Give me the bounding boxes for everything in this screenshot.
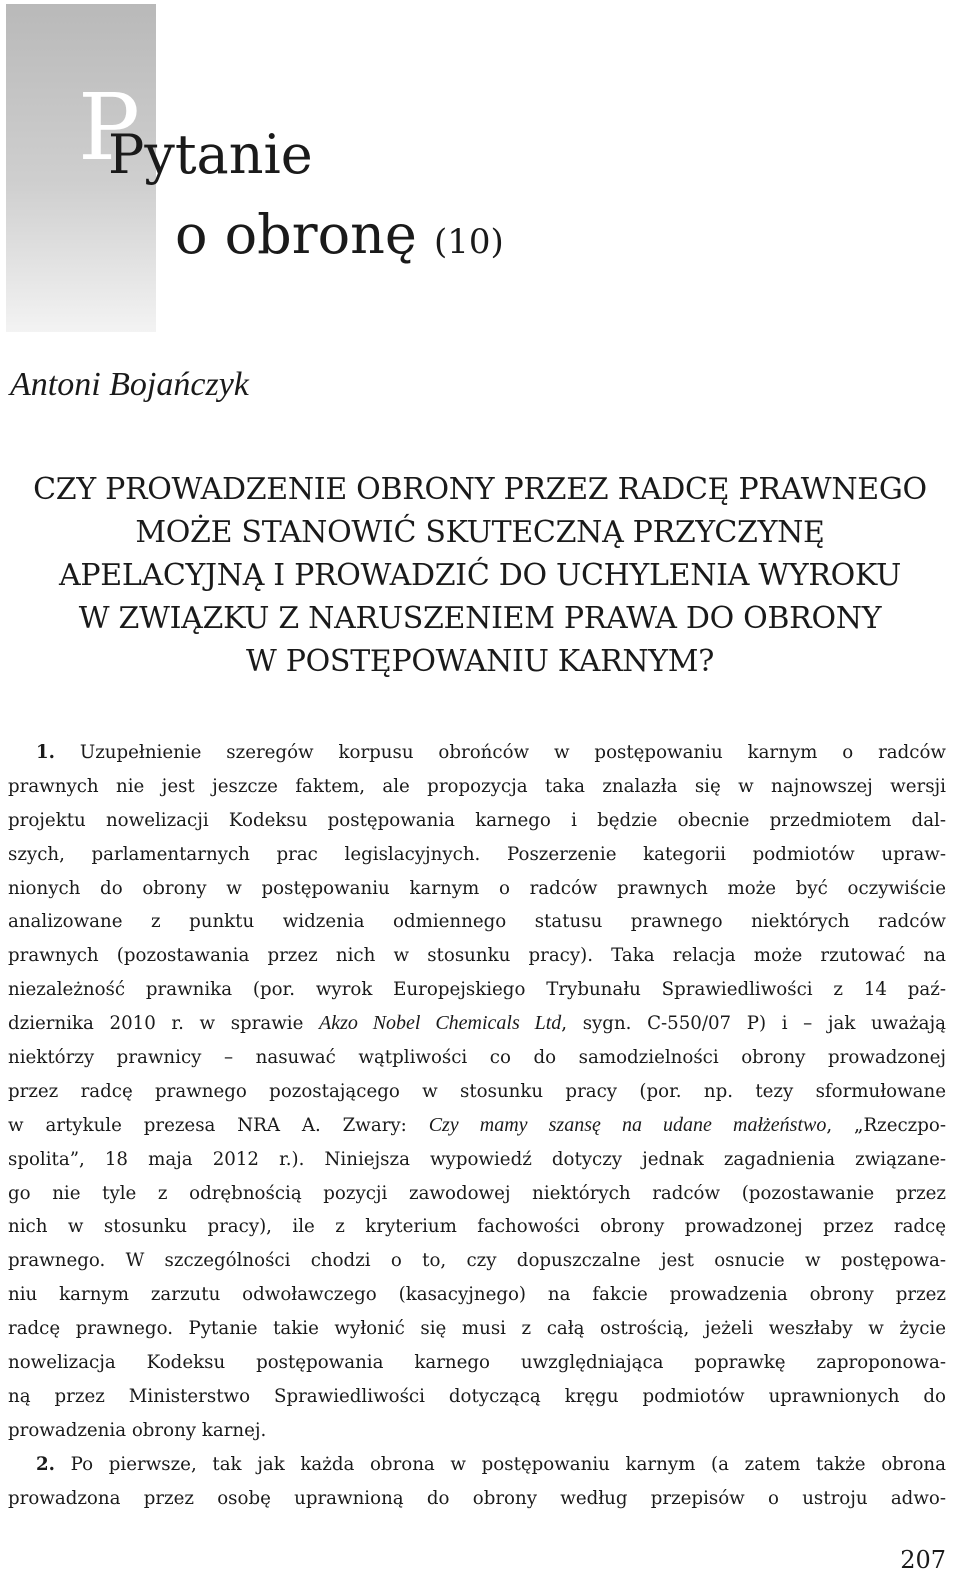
question-line: CZY PROWADZENIE OBRONY PRZEZ RADCĘ PRAWNEGO bbox=[33, 472, 927, 507]
question-heading bbox=[0, 468, 960, 683]
question-line: APELACYJNĄ I PROWADZIĆ DO UCHYLENIA WYROKU bbox=[59, 558, 901, 593]
question-line: MOŻE STANOWIĆ SKUTECZNĄ PRZYCZYNĘ bbox=[135, 515, 825, 550]
paragraph-1-line: prawnych nie jest jeszcze faktem, ale propozycja taka znalazła się w najnowszej wersji bbox=[8, 775, 946, 797]
case-name-italic: Akzo Nobel Chemicals Ltd bbox=[319, 1012, 562, 1035]
body-text-span: , sygn. C-550/07 P) i – jak uważają bbox=[561, 1013, 947, 1035]
body-text-span: , „Rzeczpo- bbox=[826, 1114, 946, 1136]
paragraph-1-line: nowelizacja Kodeksu postępowania karnego uwzględniająca poprawkę zaproponowa- bbox=[8, 1352, 946, 1374]
paragraph-number-2: 2. bbox=[36, 1453, 55, 1475]
paragraph-1-line: nich w stosunku pracy), ile z kryterium fachowości obrony prowadzonej przez radcę bbox=[8, 1216, 946, 1238]
paragraph-1-line: przez radcę prawnego pozostającego w stosunku pracy (por. np. tezy sformułowane bbox=[8, 1080, 946, 1102]
paragraph-1-line bbox=[8, 1007, 946, 1041]
paragraph-1-line: radcę prawnego. Pytanie takie wyłonić się musi z całą ostrością, jeżeli weszłaby w życie bbox=[8, 1318, 946, 1340]
article-title-line-1: Pytanie bbox=[108, 123, 313, 186]
paragraph-1-line: projektu nowelizacji Kodeksu postępowania karnego i będzie obecnie przedmiotem dal- bbox=[8, 809, 946, 831]
article-title-line-2 bbox=[175, 203, 504, 266]
paragraph-number-1: 1. bbox=[36, 742, 55, 763]
paragraph-1-line bbox=[8, 736, 946, 770]
body-text-span: w artykule prezesa NRA A. Zwary: bbox=[8, 1114, 429, 1136]
paragraph-1-line: prowadzenia obrony karnej. bbox=[8, 1419, 267, 1441]
question-line: W ZWIĄZKU Z NARUSZENIEM PRAWA DO OBRONY bbox=[78, 601, 882, 636]
paragraph-1-line: go nie tyle z odrębnością pozycji zawodowej niektórych radców (pozostawanie przez bbox=[8, 1182, 946, 1204]
article-body bbox=[8, 736, 946, 1515]
paragraph-1-line: niektórzy prawnicy – nasuwać wątpliwości co do samodzielności obrony prowadzonej bbox=[8, 1047, 946, 1069]
paragraph-1-line: niezależność prawnika (por. wyrok Europejskiego Trybunału Sprawiedliwości z 14 paź- bbox=[8, 979, 946, 1001]
body-text-span: Po pierwsze, tak jak każda obrona w postępowaniu karnym (a zatem także obrona bbox=[70, 1453, 946, 1475]
paragraph-1-line bbox=[8, 1109, 946, 1143]
question-line: W POSTĘPOWANIU KARNYM? bbox=[245, 644, 715, 679]
paragraph-1-line: prawnego. W szczególności chodzi o to, czy dopuszczalne jest osnucie w postępowa- bbox=[8, 1250, 946, 1272]
author-name: Antoni Bojańczyk bbox=[10, 366, 249, 403]
body-text-span: dziernika 2010 r. w sprawie bbox=[8, 1013, 319, 1035]
page-number: 207 bbox=[900, 1546, 946, 1574]
paragraph-1-line: nionych do obrony w postępowaniu karnym o radców prawnych może być oczywiście bbox=[8, 877, 946, 899]
paragraph-1-line: analizowane z punktu widzenia odmiennego statusu prawnego niektórych radców bbox=[8, 911, 946, 933]
paragraph-1-line: szych, parlamentarnych prac legislacyjnych. Poszerzenie kategorii podmiotów upraw- bbox=[8, 843, 946, 865]
article-title-italic: Czy mamy szansę na udane małżeństwo bbox=[428, 1113, 827, 1136]
paragraph-2-line: prowadzona przez osobę uprawnioną do obrony według przepisów o ustroju adwo- bbox=[8, 1487, 946, 1509]
paragraph-1-line: ną przez Ministerstwo Sprawiedliwości dotyczącą kręgu podmiotów uprawnionych do bbox=[8, 1385, 946, 1407]
paragraph-1-line: niu karnym zarzutu odwoławczego (kasacyjnego) na fakcie prowadzenia obrony przez bbox=[8, 1284, 946, 1306]
paragraph-1-line: spolita”, 18 maja 2012 r.). Niniejsza wypowiedź dotyczy jednak zagadnienia związane- bbox=[8, 1148, 946, 1170]
article-title-text: o obronę bbox=[175, 203, 417, 266]
decorative-drop-letter: P bbox=[78, 74, 140, 181]
paragraph-1-line: prawnych (pozostawania przez nich w stosunku pracy). Taka relacja może rzutować na bbox=[8, 945, 946, 967]
body-text-span: Uzupełnienie szeregów korpusu obrońców w postępowaniu karnym o radców bbox=[79, 742, 946, 763]
paragraph-2-line bbox=[8, 1448, 946, 1482]
article-series-number: (10) bbox=[434, 222, 504, 262]
